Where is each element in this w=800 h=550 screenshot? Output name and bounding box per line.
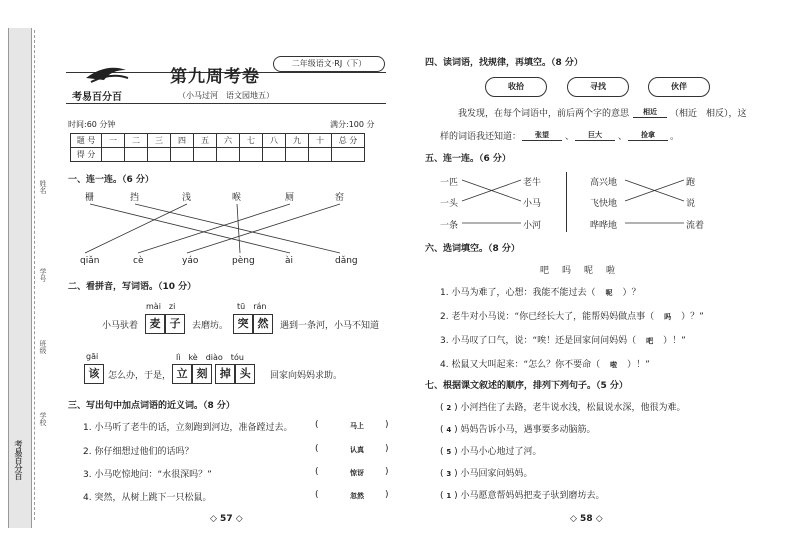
sidebar-name-label: 姓名 bbox=[39, 180, 47, 194]
sec6-item-0 bbox=[440, 285, 640, 298]
score-cell: 十 bbox=[309, 134, 332, 148]
sec6-item-text: ）！” bbox=[627, 360, 650, 370]
sec4-line1-pre: 我发现，在每个词语中，前后两个字的意思 bbox=[458, 109, 630, 119]
answer-box[interactable]: 然 bbox=[253, 314, 273, 334]
answer-box[interactable]: 麦 bbox=[145, 314, 165, 334]
sidebar-school-label: 学校 bbox=[39, 412, 47, 426]
sec6-item-text: 1. 小马为难了，心想：我能不能过去（ bbox=[440, 288, 596, 298]
answer-box[interactable]: 该 bbox=[84, 364, 104, 384]
score-cell: 七 bbox=[240, 134, 263, 148]
score-input[interactable] bbox=[102, 148, 125, 162]
page-subtitle: （小马过河 语文园地五） bbox=[178, 91, 274, 100]
sec7-item-2: ( 5 ) 小马小心地过了河。 bbox=[440, 447, 542, 457]
sec6-answer[interactable]: 吧 bbox=[646, 337, 654, 345]
paren-close: ) bbox=[385, 420, 389, 430]
answer-box[interactable]: 掉 bbox=[215, 364, 235, 384]
score-cell: 总 分 bbox=[332, 134, 365, 148]
answer-box[interactable]: 刻 bbox=[192, 364, 212, 384]
match-line bbox=[90, 204, 290, 253]
paren-close: ) bbox=[385, 444, 389, 454]
sec5-right-a-2: 小河 bbox=[523, 221, 542, 231]
paren-close: ) bbox=[385, 467, 389, 477]
score-table bbox=[70, 133, 365, 162]
sec4-answer-0[interactable]: 张望 bbox=[522, 130, 562, 141]
separator: 、 bbox=[565, 132, 575, 142]
sec5-right-b-0: 跑 bbox=[686, 178, 696, 188]
score-cell: 三 bbox=[148, 134, 171, 148]
sec3-answer-3[interactable]: 忽然 bbox=[350, 492, 364, 500]
sec1-top-5: 窑 bbox=[335, 193, 345, 203]
sec4-line2-pre: 样的词语我还知道： bbox=[440, 132, 522, 142]
logo-text: 考易百分百 bbox=[72, 92, 122, 103]
sec1-bottom-4: ài bbox=[285, 256, 294, 266]
sec5-left-b-0: 高兴地 bbox=[590, 178, 618, 188]
sec1-bottom-2: yáo bbox=[182, 256, 199, 266]
match-line bbox=[462, 180, 521, 201]
sec3-answer-1[interactable]: 认真 bbox=[350, 446, 364, 454]
sec7-number[interactable]: 3 bbox=[446, 470, 452, 478]
sec1-bottom-0: qiǎn bbox=[80, 256, 100, 266]
score-input[interactable] bbox=[148, 148, 171, 162]
full-score-label: 满分:100 分 bbox=[330, 120, 375, 129]
sec4-answer-2[interactable]: 捡拿 bbox=[628, 130, 668, 141]
sec1-bottom-3: pèng bbox=[232, 256, 255, 266]
section-1-title: 一、连一连。（6 分） bbox=[68, 175, 154, 185]
score-cell: 八 bbox=[263, 134, 286, 148]
sec1-top-2: 浅 bbox=[182, 193, 192, 203]
sec6-item-text: ）！” bbox=[663, 336, 686, 346]
match-line bbox=[625, 180, 684, 201]
sec5-left-b-2: 哗哗地 bbox=[590, 221, 618, 231]
section-2-title: 二、看拼音，写词语。（10 分） bbox=[68, 282, 197, 292]
sidebar-brand: 考易百分百 bbox=[14, 440, 23, 480]
section-6-title: 六、选词填空。（8 分） bbox=[425, 244, 520, 254]
score-cell: 九 bbox=[286, 134, 309, 148]
answer-box-group bbox=[145, 314, 185, 334]
pinyin-2: tū rán bbox=[237, 302, 267, 311]
sec2-line1-mid: 去磨坊。 bbox=[192, 321, 229, 331]
sec5-left-a-1: 一头 bbox=[440, 199, 459, 209]
sec5-left-b-1: 飞快地 bbox=[590, 199, 618, 209]
sec4-answer-1[interactable]: 巨大 bbox=[575, 130, 615, 141]
match-line bbox=[135, 204, 340, 253]
sec6-choices: 吧 吗 呢 啦 bbox=[540, 266, 618, 276]
paren-open: ( bbox=[315, 490, 319, 500]
paren-close: ) bbox=[385, 490, 389, 500]
score-cell: 题 号 bbox=[71, 134, 102, 148]
sec2-line2-post: 回家向妈妈求助。 bbox=[270, 371, 343, 381]
sec6-item-1 bbox=[440, 309, 704, 322]
answer-box-group bbox=[84, 364, 104, 384]
page-number-right: ◇ 58 ◇ bbox=[570, 514, 603, 524]
sec6-item-2 bbox=[440, 333, 686, 346]
sec1-top-1: 挡 bbox=[130, 193, 140, 203]
match-line bbox=[138, 204, 290, 253]
pinyin-1: mài zi bbox=[146, 302, 176, 311]
sec1-bottom-1: cè bbox=[133, 256, 144, 266]
score-input[interactable] bbox=[332, 148, 365, 162]
sec7-text: 妈妈告诉小马，遇事要多动脑筋。 bbox=[460, 425, 596, 435]
sec3-answer-0[interactable]: 马上 bbox=[350, 422, 364, 430]
sec7-text: 小马愿意帮妈妈把麦子驮到磨坊去。 bbox=[460, 491, 605, 501]
sec5-right-a-1: 小马 bbox=[523, 199, 542, 209]
sec1-top-4: 厕 bbox=[285, 193, 295, 203]
logo bbox=[66, 58, 158, 102]
sec5-right-b-1: 说 bbox=[686, 199, 696, 209]
separator: 、 bbox=[618, 132, 628, 142]
sec7-number[interactable]: 5 bbox=[446, 448, 452, 456]
sec6-answer[interactable]: 吗 bbox=[664, 313, 672, 321]
sec7-number[interactable]: 1 bbox=[446, 492, 452, 500]
sec5-left-a-2: 一条 bbox=[440, 221, 459, 231]
sec3-item-1: 2. 你仔细想过他们的话吗？ bbox=[83, 447, 194, 457]
score-input[interactable] bbox=[217, 148, 240, 162]
sidebar-class-label: 班级 bbox=[39, 340, 47, 354]
sec3-answer-2[interactable]: 惊讶 bbox=[350, 469, 364, 477]
sec7-item-0: ( 2 ) 小河挡住了去路，老牛说水浅，松鼠说水深，他很为难。 bbox=[440, 403, 686, 413]
score-input[interactable] bbox=[263, 148, 286, 162]
score-cell: 六 bbox=[217, 134, 240, 148]
answer-box[interactable]: 突 bbox=[233, 314, 253, 334]
sec6-item-text: ）？” bbox=[681, 312, 704, 322]
sec6-item-text: ）？ bbox=[622, 288, 641, 298]
cut-line bbox=[34, 30, 36, 520]
score-input[interactable] bbox=[309, 148, 332, 162]
score-cell: 五 bbox=[194, 134, 217, 148]
score-table-score-row bbox=[71, 148, 365, 162]
section-4-title: 四、读词语，找规律，再填空。（8 分） bbox=[425, 58, 583, 68]
sec3-item-3: 4. 突然，从树上跳下一只松鼠。 bbox=[83, 493, 212, 503]
sec4-line1-post: （相近 相反），这 bbox=[670, 109, 747, 119]
sec6-answer[interactable]: 呢 bbox=[605, 289, 613, 297]
sec7-text: 小河挡住了去路，老牛说水浅，松鼠说水深，他很为难。 bbox=[460, 403, 686, 413]
section-7-title: 七、根据课文叙述的顺序，排列下列句子。（5 分） bbox=[425, 381, 628, 391]
period: 。 bbox=[670, 132, 680, 142]
sec2-line1-pre: 小马驮着 bbox=[102, 321, 139, 331]
match-line bbox=[462, 180, 521, 201]
pinyin-3: gāi bbox=[86, 352, 99, 361]
sec6-item-text: 3. 小马叹了口气，说：“唉！还是回家问问妈妈（ bbox=[440, 336, 637, 346]
score-cell: 一 bbox=[102, 134, 125, 148]
sec6-answer[interactable]: 啦 bbox=[610, 361, 618, 369]
sec5-left-a-0: 一匹 bbox=[440, 178, 459, 188]
sec7-number[interactable]: 2 bbox=[446, 404, 452, 412]
sec1-bottom-5: dǎng bbox=[335, 256, 358, 266]
pinyin-4: lì kè diào tóu bbox=[176, 353, 244, 362]
score-input[interactable] bbox=[125, 148, 148, 162]
paren-open: ( bbox=[315, 467, 319, 477]
answer-box-group bbox=[172, 364, 255, 384]
sec5-right-a-0: 老牛 bbox=[523, 178, 542, 188]
grade-label: 二年级语文·RJ（下） bbox=[273, 56, 385, 72]
word-bubble-1: 寻找 bbox=[567, 77, 629, 97]
page-number-left: ◇ 57 ◇ bbox=[210, 514, 243, 524]
paren-open: ( bbox=[315, 444, 319, 454]
divider bbox=[566, 172, 567, 232]
time-label: 时间:60 分钟 bbox=[68, 120, 116, 129]
score-table-header-row bbox=[71, 134, 365, 148]
sec1-top-3: 喉 bbox=[232, 193, 242, 203]
score-input[interactable] bbox=[171, 148, 194, 162]
answer-box[interactable]: 子 bbox=[165, 314, 185, 334]
section-3-title: 三、写出句中加点词语的近义词。（8 分） bbox=[68, 401, 235, 411]
sec3-item-0: 1. 小马听了老牛的话，立刻跑到河边，准备蹚过去。 bbox=[83, 423, 293, 433]
sec7-item-4: ( 1 ) 小马愿意帮妈妈把麦子驮到磨坊去。 bbox=[440, 491, 605, 501]
sec3-item-2: 3. 小马吃惊地问：“水很深吗？” bbox=[83, 470, 212, 480]
sec6-item-3 bbox=[440, 357, 650, 370]
sec6-item-text: 2. 老牛对小马说：“你已经长大了，能帮妈妈做点事（ bbox=[440, 312, 655, 322]
sidebar-id-label: 学号 bbox=[39, 268, 47, 282]
score-input[interactable] bbox=[286, 148, 309, 162]
sec4-answer-main[interactable]: 相近 bbox=[633, 107, 667, 118]
score-input[interactable] bbox=[194, 148, 217, 162]
score-cell: 四 bbox=[171, 134, 194, 148]
score-cell: 得 分 bbox=[71, 148, 102, 162]
match-line bbox=[187, 204, 340, 253]
paren-open: ( bbox=[315, 420, 319, 430]
match-line bbox=[85, 204, 187, 253]
sec2-line1-post: 遇到一条河，小马不知道 bbox=[280, 321, 380, 331]
score-input[interactable] bbox=[240, 148, 263, 162]
section-5-title: 五、连一连。（6 分） bbox=[425, 154, 511, 164]
match-line bbox=[237, 204, 240, 253]
sec5-right-b-2: 流着 bbox=[686, 221, 705, 231]
sec7-item-3: ( 3 ) 小马回家问妈妈。 bbox=[440, 469, 533, 479]
word-bubble-2: 伙伴 bbox=[648, 77, 710, 97]
sec7-text: 小马小心地过了河。 bbox=[460, 447, 542, 457]
sec1-top-0: 栅 bbox=[85, 193, 95, 203]
sec7-number[interactable]: 4 bbox=[446, 426, 452, 434]
answer-box[interactable]: 头 bbox=[235, 364, 255, 384]
page-title: 第九周考卷 bbox=[170, 67, 260, 87]
score-cell: 二 bbox=[125, 134, 148, 148]
word-bubble-0: 收拾 bbox=[485, 77, 547, 97]
answer-box-group bbox=[233, 314, 273, 334]
sec6-item-text: 4. 松鼠又大叫起来：“怎么？你不要命（ bbox=[440, 360, 601, 370]
sec7-item-1: ( 4 ) 妈妈告诉小马，遇事要多动脑筋。 bbox=[440, 425, 596, 435]
match-line bbox=[625, 180, 684, 201]
answer-box[interactable]: 立 bbox=[172, 364, 192, 384]
sec7-text: 小马回家问妈妈。 bbox=[460, 469, 533, 479]
sec2-line2-mid: 怎么办，于是， bbox=[108, 371, 172, 381]
